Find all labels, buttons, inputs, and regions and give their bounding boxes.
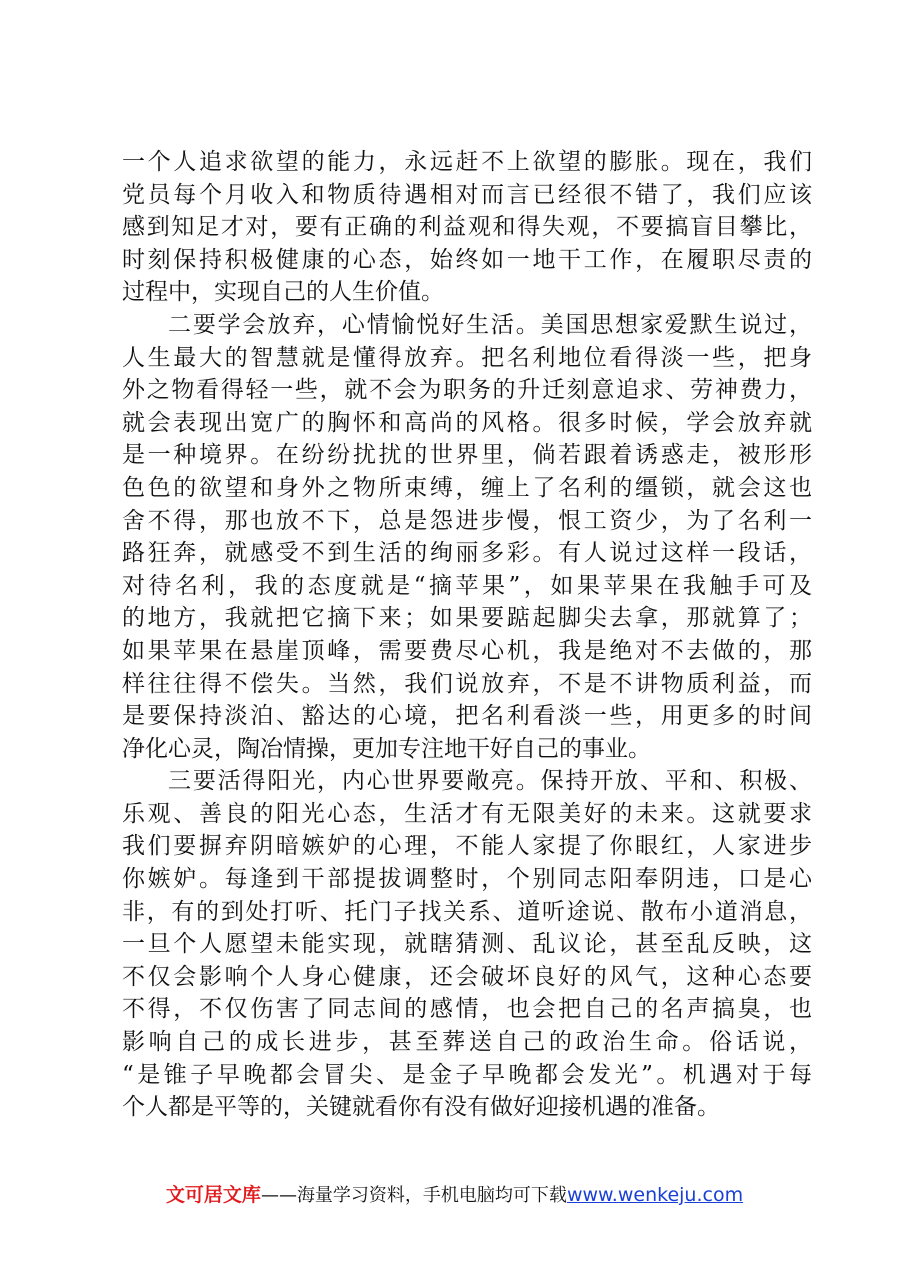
text-line: 一旦个人愿望未能实现，就瞎猜测、乱议论，甚至乱反映，这 (122, 931, 812, 958)
text-line: 对待名利，我的态度就是“摘苹果”，如果苹果在我触手可及 (122, 572, 812, 599)
text-line: 是要保持淡泊、豁达的心境，把名利看淡一些，用更多的时间 (122, 703, 812, 730)
text-line: “是锥子早晚都会冒尖、是金子早晚都会发光”。机遇对于每 (122, 1061, 812, 1088)
text-line: 时刻保持积极健康的心态，始终如一地干工作，在履职尽责的 (122, 246, 812, 273)
text-line: 乐观、善良的阳光心态，生活才有无限美好的未来。这就要求 (122, 800, 812, 827)
document-body (122, 146, 812, 1124)
footer-brand: 文可居文库 (165, 1184, 261, 1206)
text-line: 不得，不仅伤害了同志间的感情，也会把自己的名声搞臭，也 (122, 996, 812, 1023)
text-line: 党员每个月收入和物质待遇相对而言已经很不错了，我们应该 (122, 181, 812, 208)
text-line: 非，有的到处打听、托门子找关系、道听途说、散布小道消息， (122, 898, 812, 925)
text-line: 三要活得阳光，内心世界要敞亮。保持开放、平和、积极、 (168, 768, 812, 795)
text-line: 影响自己的成长进步，甚至葬送自己的政治生命。俗话说， (122, 1029, 812, 1056)
text-line: 个人都是平等的，关键就看你有没有做好迎接机遇的准备。 (122, 1094, 720, 1121)
text-line: 色色的欲望和身外之物所束缚，缠上了名利的缰锁，就会这也 (122, 474, 812, 501)
text-line: 路狂奔，就感受不到生活的绚丽多彩。有人说过这样一段话， (122, 540, 812, 567)
text-line: 是一种境界。在纷纷扰扰的世界里，倘若跟着诱惑走，被形形 (122, 442, 812, 469)
text-line: 不仅会影响个人身心健康，还会破坏良好的风气，这种心态要 (122, 963, 812, 990)
text-line: 净化心灵，陶冶情操，更加专注地干好自己的事业。 (122, 735, 651, 762)
footer-tagline: ——海量学习资料，手机电脑均可下载 (260, 1185, 567, 1206)
text-line: 感到知足才对，要有正确的利益观和得失观，不要搞盲目攀比， (122, 214, 812, 241)
text-line: 外之物看得轻一些，就不会为职务的升迁刻意追求、劳神费力， (122, 377, 812, 404)
text-line: 人生最大的智慧就是懂得放弃。把名利地位看得淡一些，把身 (122, 344, 812, 371)
text-line: 样往往得不偿失。当然，我们说放弃，不是不讲物质利益，而 (122, 670, 812, 697)
text-line: 就会表现出宽广的胸怀和高尚的风格。很多时候，学会放弃就 (122, 409, 812, 436)
text-line: 舍不得，那也放不下，总是怨进步慢，恨工资少，为了名利一 (122, 507, 812, 534)
text-line: 过程中，实现自己的人生价值。 (122, 279, 444, 306)
footer-banner (0, 1180, 909, 1211)
text-line: 一个人追求欲望的能力，永远赶不上欲望的膨胀。现在，我们 (122, 149, 812, 175)
footer-website-link[interactable]: www.wenkeju.com (566, 1184, 744, 1206)
text-line: 如果苹果在悬崖顶峰，需要费尽心机，我是绝对不去做的，那 (122, 637, 812, 664)
text-line: 的地方，我就把它摘下来；如果要踮起脚尖去拿，那就算了； (122, 605, 812, 632)
text-line: 我们要摒弃阴暗嫉妒的心理，不能人家提了你眼红，人家进步 (122, 833, 812, 860)
text-line: 二要学会放弃，心情愉悦好生活。美国思想家爱默生说过， (168, 311, 812, 338)
text-line: 你嫉妒。每逢到干部提拔调整时，个别同志阳奉阴违，口是心 (122, 866, 812, 893)
